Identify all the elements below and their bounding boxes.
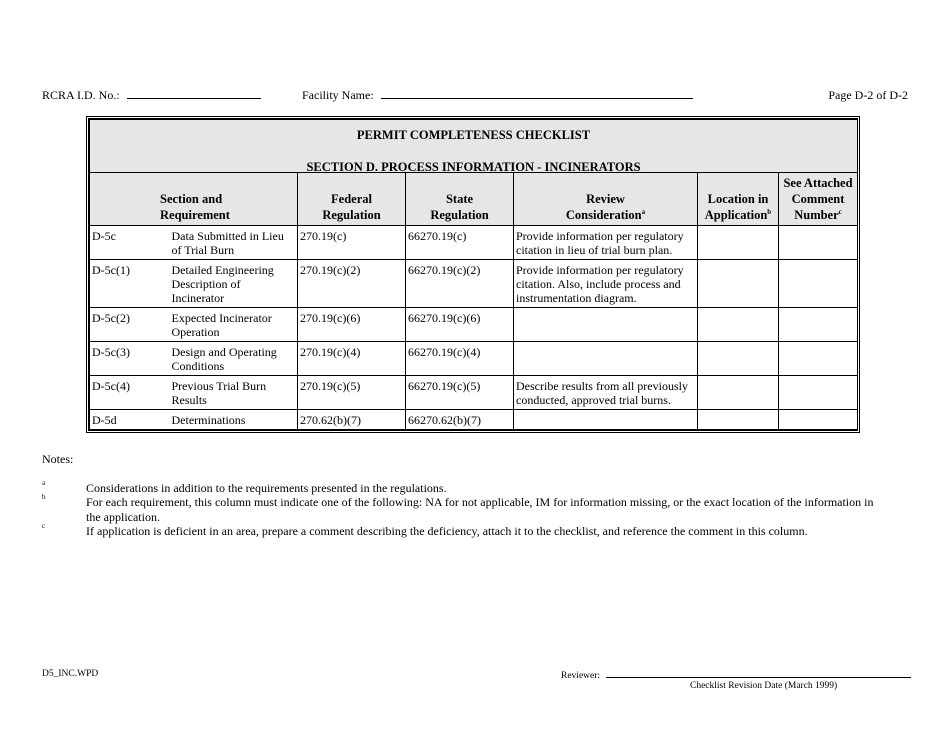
note-a bbox=[42, 481, 882, 496]
row-location-cell[interactable] bbox=[698, 376, 779, 410]
row-location-cell[interactable] bbox=[698, 342, 779, 376]
row-review bbox=[514, 410, 698, 430]
note-text: Considerations in addition to the requirements presented in the regulations. bbox=[86, 481, 447, 495]
notes-title: Notes: bbox=[42, 452, 74, 466]
row-location-cell[interactable] bbox=[698, 308, 779, 342]
row-requirement: Previous Trial Burn Results bbox=[172, 376, 298, 410]
checklist-table bbox=[89, 119, 858, 430]
row-federal: 270.19(c)(5) bbox=[298, 376, 406, 410]
row-id: D-5c bbox=[90, 226, 172, 260]
table-title-block bbox=[90, 120, 858, 173]
row-id: D-5d bbox=[90, 410, 172, 430]
row-id: D-5c(1) bbox=[90, 260, 172, 308]
row-federal: 270.19(c)(2) bbox=[298, 260, 406, 308]
row-requirement: Determinations bbox=[172, 410, 298, 430]
row-comment-cell[interactable] bbox=[779, 260, 858, 308]
row-location-cell[interactable] bbox=[698, 260, 779, 308]
row-federal: 270.19(c)(4) bbox=[298, 342, 406, 376]
note-c bbox=[42, 524, 882, 539]
row-requirement: Expected Incinerator Operation bbox=[172, 308, 298, 342]
page-number: Page D-2 of D-2 bbox=[828, 88, 908, 102]
table-title: PERMIT COMPLETENESS CHECKLIST bbox=[356, 128, 591, 142]
revision-date: Checklist Revision Date (March 1999) bbox=[690, 681, 838, 691]
row-federal: 270.19(c) bbox=[298, 226, 406, 260]
row-location-cell[interactable] bbox=[698, 410, 779, 430]
table-row bbox=[90, 226, 858, 260]
row-federal: 270.19(c)(6) bbox=[298, 308, 406, 342]
rcra-id-field bbox=[42, 88, 261, 103]
row-state: 66270.19(c) bbox=[406, 226, 514, 260]
row-state: 66270.19(c)(2) bbox=[406, 260, 514, 308]
facility-name-field bbox=[302, 88, 693, 103]
row-state: 66270.19(c)(5) bbox=[406, 376, 514, 410]
note-text: If application is deficient in an area, prepare a comment describing the deficiency, attach it to the checklist, and reference the comment in this column. bbox=[86, 524, 808, 538]
facility-name-label: Facility Name: bbox=[302, 88, 374, 102]
row-comment-cell[interactable] bbox=[779, 308, 858, 342]
col-section-requirement: Section and Requirement bbox=[90, 173, 298, 226]
table-row bbox=[90, 410, 858, 430]
col-review-consideration: Review Consideration$^a$ bbox=[514, 173, 698, 226]
row-review bbox=[514, 342, 698, 376]
reviewer-blank bbox=[606, 669, 911, 678]
row-id: D-5c(4) bbox=[90, 376, 172, 410]
checklist-table-frame bbox=[86, 116, 860, 433]
note-marker: c bbox=[42, 522, 46, 530]
row-requirement: Design and Operating Conditions bbox=[172, 342, 298, 376]
table-row bbox=[90, 376, 858, 410]
row-comment-cell[interactable] bbox=[779, 342, 858, 376]
table-row bbox=[90, 260, 858, 308]
row-comment-cell[interactable] bbox=[779, 410, 858, 430]
row-federal: 270.62(b)(7) bbox=[298, 410, 406, 430]
table-row bbox=[90, 342, 858, 376]
note-marker: a bbox=[42, 479, 46, 487]
row-location-cell[interactable] bbox=[698, 226, 779, 260]
row-review: Provide information per regulatory citation. Also, include process and instrumentation diagram. bbox=[514, 260, 698, 308]
note-marker: b bbox=[42, 493, 46, 501]
row-review: Provide information per regulatory citation in lieu of trial burn plan. bbox=[514, 226, 698, 260]
section-title: SECTION D. PROCESS INFORMATION - INCINERATORS bbox=[306, 160, 641, 174]
row-review: Describe results from all previously conducted, approved trial burns. bbox=[514, 376, 698, 410]
row-review bbox=[514, 308, 698, 342]
row-comment-cell[interactable] bbox=[779, 226, 858, 260]
col-location-in-application: Location in Application$^b$ bbox=[698, 173, 779, 226]
note-text: For each requirement, this column must indicate one of the following: NA for not applicable, IM for information missing, or the exact location of the information in the application. bbox=[86, 495, 874, 524]
rcra-id-blank bbox=[127, 88, 261, 99]
row-id: D-5c(3) bbox=[90, 342, 172, 376]
footer-filename: D5_INC.WPD bbox=[42, 669, 99, 679]
table-row bbox=[90, 308, 858, 342]
row-requirement: Data Submitted in Lieu of Trial Burn bbox=[172, 226, 298, 260]
row-state: 66270.19(c)(6) bbox=[406, 308, 514, 342]
reviewer-label: Reviewer: bbox=[561, 671, 601, 681]
col-comment-number: See Attached Comment Number$^c$ bbox=[779, 173, 858, 226]
col-state-regulation: State Regulation bbox=[406, 173, 514, 226]
rcra-id-label: RCRA I.D. No.: bbox=[42, 88, 120, 102]
row-requirement: Detailed Engineering Description of Incinerator bbox=[172, 260, 298, 308]
reviewer-field bbox=[561, 669, 911, 681]
row-comment-cell[interactable] bbox=[779, 376, 858, 410]
column-headers bbox=[90, 173, 858, 226]
row-state: 66270.19(c)(4) bbox=[406, 342, 514, 376]
note-b bbox=[42, 495, 882, 525]
facility-name-blank bbox=[381, 88, 693, 99]
col-federal-regulation: Federal Regulation bbox=[298, 173, 406, 226]
row-id: D-5c(2) bbox=[90, 308, 172, 342]
row-state: 66270.62(b)(7) bbox=[406, 410, 514, 430]
